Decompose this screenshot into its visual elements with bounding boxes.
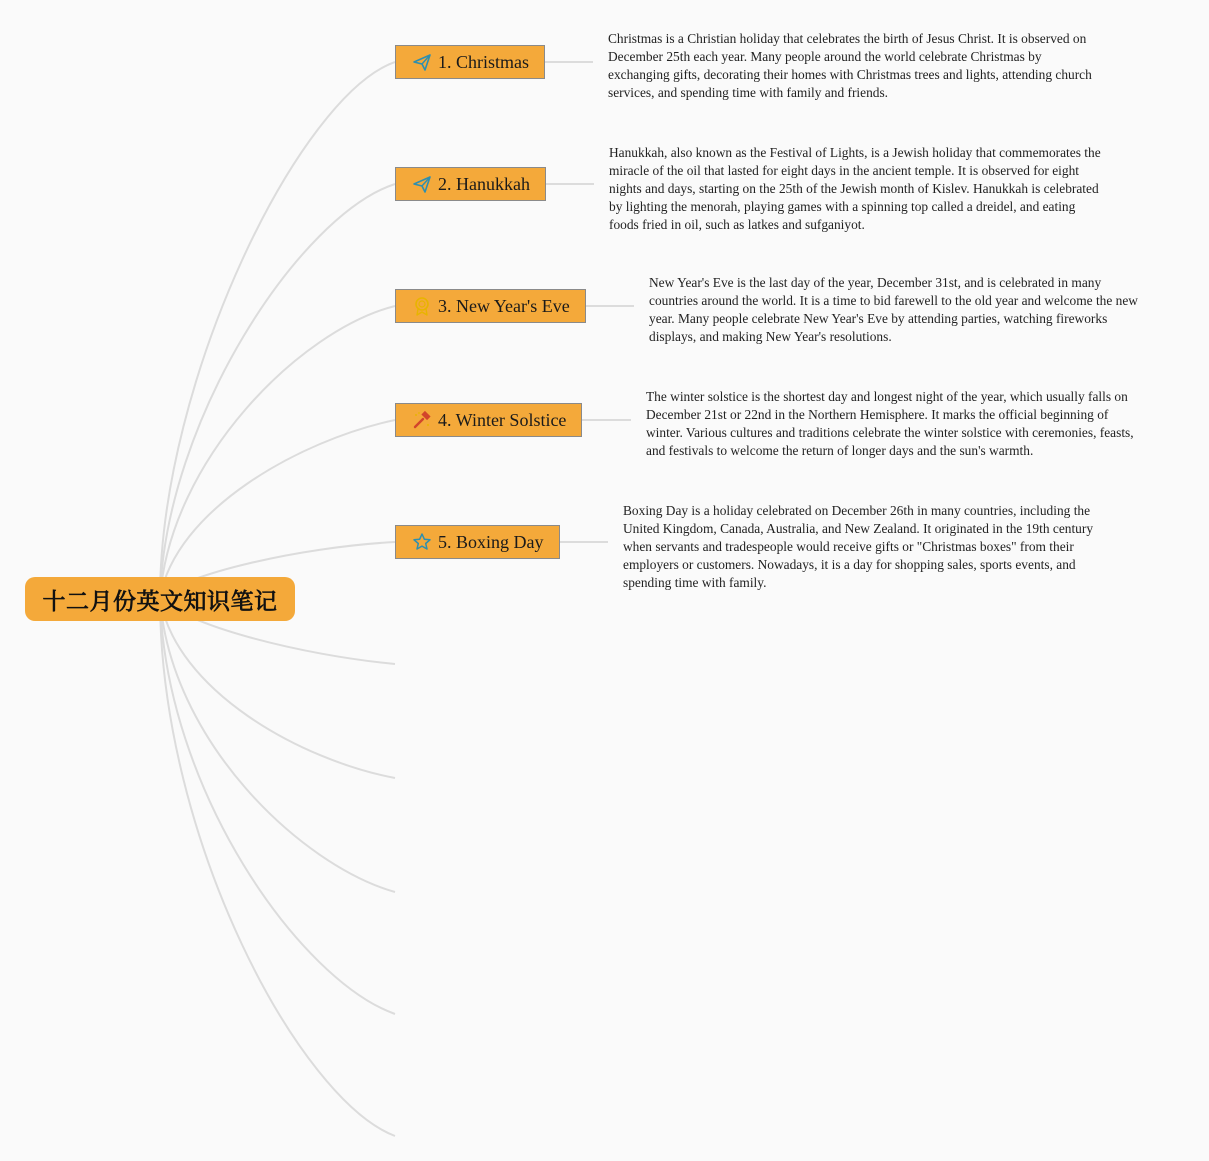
topic-note-winter-solstice: The winter solstice is the shortest day and longest night of the year, which usually falls on December 21st or 22nd in the Northern Hemisphere. It marks the official beginning of winter. Various cultures and traditions celebrate the winter solstice with ceremonies, feasts, and festivals to welcome the return of longer days and the sun's warmth. bbox=[646, 388, 1138, 452]
topic-node-boxing-day[interactable] bbox=[395, 525, 560, 559]
topic-note-boxing-day: Boxing Day is a holiday celebrated on December 26th in many countries, including the United Kingdom, Canada, Australia, and New Zealand. It originated in the 19th century when servants and tradespeople would receive gifts or "Christmas boxes" from their employers or customers. Nowadays, it is a day for shopping sales, sports events, and spending time with family. bbox=[623, 502, 1119, 582]
medal-icon bbox=[412, 296, 432, 316]
topic-label: 1. Christmas bbox=[438, 51, 530, 72]
paper-plane-icon bbox=[412, 52, 432, 72]
topic-label: 5. Boxing Day bbox=[438, 531, 544, 552]
branch-line-10 bbox=[160, 598, 395, 1136]
root-node[interactable] bbox=[25, 577, 295, 621]
branch-line-8 bbox=[160, 598, 395, 892]
topic-note-christmas: Christmas is a Christian holiday that celebrates the birth of Jesus Christ. It is observed on December 25th each year. Many people around the world celebrate Christmas by exchanging gifts, decorating their homes with Christmas trees and lights, attending church services, and spending time with family and friends. bbox=[608, 30, 1094, 94]
hammer-icon bbox=[412, 410, 432, 430]
branch-line-3 bbox=[160, 306, 395, 598]
topic-note-hanukkah: Hanukkah, also known as the Festival of Lights, is a Jewish holiday that commemorates the miracle of the oil that lasted for eight days in the ancient temple. It is observed for eight nights and days, starting on the 25th of the Jewish month of Kislev. Hanukkah is celebrated by lighting the menorah, playing games with a spinning top called a dreidel, and eating foods fried in oil, such as latkes and sufganiyot. bbox=[609, 144, 1105, 224]
topic-label: 3. New Year's Eve bbox=[438, 295, 570, 316]
branch-line-7 bbox=[160, 598, 395, 778]
branch-line-2 bbox=[160, 184, 395, 598]
branch-line-4 bbox=[160, 420, 395, 598]
root-title: 十二月份英文知识笔记 bbox=[42, 588, 278, 615]
branch-line-1 bbox=[160, 62, 395, 598]
topic-label: 2. Hanukkah bbox=[438, 173, 530, 194]
paper-plane-icon bbox=[412, 174, 432, 194]
topic-label: 4. Winter Solstice bbox=[438, 409, 567, 430]
topic-node-hanukkah[interactable] bbox=[395, 167, 546, 201]
star-icon bbox=[412, 532, 432, 552]
topic-node-new-years-eve[interactable] bbox=[395, 289, 586, 323]
topic-note-new-years-eve: New Year's Eve is the last day of the year, December 31st, and is celebrated in many countries around the world. It is a time to bid farewell to the old year and welcome the new year. Many people celebrate New Year's Eve by attending parties, watching fireworks displays, and making New Year's resolutions. bbox=[649, 275, 1138, 344]
topic-node-christmas[interactable] bbox=[395, 45, 545, 79]
topic-node-winter-solstice[interactable] bbox=[395, 403, 582, 437]
